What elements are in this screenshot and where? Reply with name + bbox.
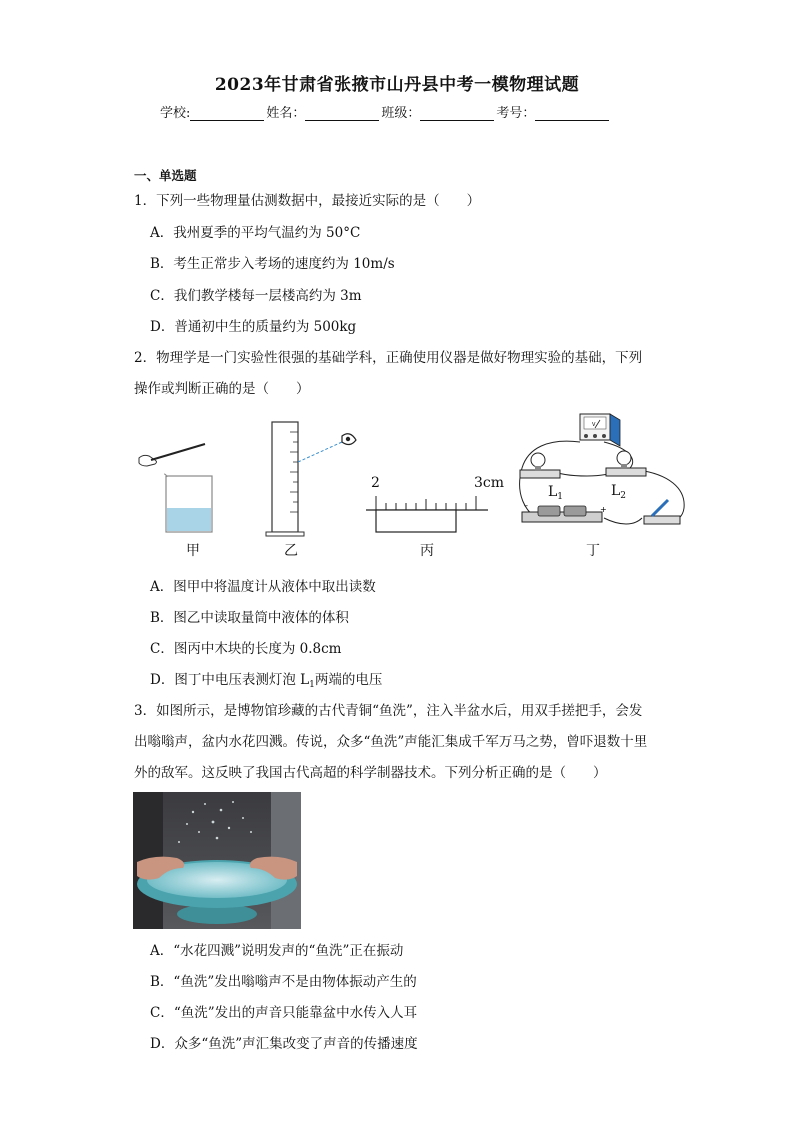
lamp-l1-label: $L_1$ [548, 484, 564, 502]
question-1-stem: 1．下列一些物理量估测数据中，最接近实际的是（ ） [134, 193, 481, 209]
question-2-option-b: B．图乙中读取量筒中液体的体积 [150, 610, 349, 626]
figure-jia-beaker [133, 438, 213, 538]
figure-label-jia: 甲 [186, 543, 200, 559]
figure-ding-circuit [508, 408, 698, 536]
svg-text:+: + [600, 505, 607, 514]
figure-label-yi: 乙 [284, 543, 298, 559]
question-3-option-b: B．“鱼洗”发出嗡嗡声不是由物体振动产生的 [150, 974, 417, 990]
question-2-option-c: C．图丙中木块的长度为 0.8cm [150, 641, 342, 657]
school-label: 学校: [160, 106, 191, 121]
switch-icon [644, 500, 680, 524]
question-1-option-c: C．我们教学楼每一层楼高约为 3m [150, 288, 362, 304]
question-1-option-a: A．我州夏季的平均气温约为 50°C [150, 225, 361, 241]
ruler-start-label: 2 [371, 475, 380, 491]
question-1-option-b: B．考生正常步入考场的速度约为 10m/s [150, 256, 395, 272]
question-3-stem-line-2: 出嗡嗡声，盆内水花四溅。传说，众多“鱼洗”声能汇集成千军万马之势，曾吓退数十里 [134, 734, 648, 750]
name-label: 姓名： [266, 106, 306, 121]
figure-label-bing: 丙 [420, 543, 434, 559]
exam-number-blank [535, 106, 609, 121]
class-label: 班级： [381, 106, 421, 121]
question-2-option-d: D．图丁中电压表测灯泡 $L_1$两端的电压 [150, 672, 383, 690]
class-blank [420, 106, 494, 121]
lamp-l1-icon [520, 453, 560, 478]
student-info-row [160, 102, 640, 121]
question-3-stem-line-3: 外的敌军。这反映了我国古代高超的科学制器技术。下列分析正确的是（ ） [134, 765, 607, 781]
question-1-option-d: D．普通初中生的质量约为 500kg [150, 319, 357, 335]
voltmeter-icon [580, 414, 620, 446]
ruler-end-label: 3cm [474, 475, 505, 491]
question-3-option-a: A．“水花四溅”说明发声的“鱼洗”正在振动 [150, 943, 404, 959]
battery-icon [522, 506, 602, 522]
voltmeter-label: V [592, 422, 596, 428]
lamp-l2-icon [606, 451, 646, 476]
section-title: 一、单选题 [134, 168, 197, 183]
question-2-stem-line-2: 操作或判断正确的是（ ） [134, 381, 310, 397]
lamp-l2-label: $L_2$ [611, 483, 627, 501]
name-blank [305, 106, 379, 121]
question-3-option-d: D．众多“鱼洗”声汇集改变了声音的传播速度 [150, 1036, 418, 1052]
school-blank [190, 106, 264, 121]
question-3-stem-line-1: 3．如图所示，是博物馆珍藏的古代青铜“鱼洗”，注入半盆水后，用双手搓把手，会发 [134, 703, 643, 719]
question-2-stem-line-1: 2．物理学是一门实验性很强的基础学科，正确使用仪器是做好物理实验的基础，下列 [134, 350, 643, 366]
figure-bing-ruler [362, 490, 490, 536]
question-2-option-a: A．图甲中将温度计从液体中取出读数 [150, 579, 376, 595]
figure-yi-cylinder [264, 420, 364, 538]
question-3-option-c: C．“鱼洗”发出的声音只能靠盆中水传入人耳 [150, 1005, 418, 1021]
fish-basin-photo [133, 792, 301, 929]
svg-text:–: – [524, 501, 528, 510]
figure-label-ding: 丁 [586, 543, 600, 559]
exam-title: 2023年甘肃省张掖市山丹县中考一模物理试题 [214, 75, 580, 95]
exam-number-label: 考号： [496, 106, 536, 121]
